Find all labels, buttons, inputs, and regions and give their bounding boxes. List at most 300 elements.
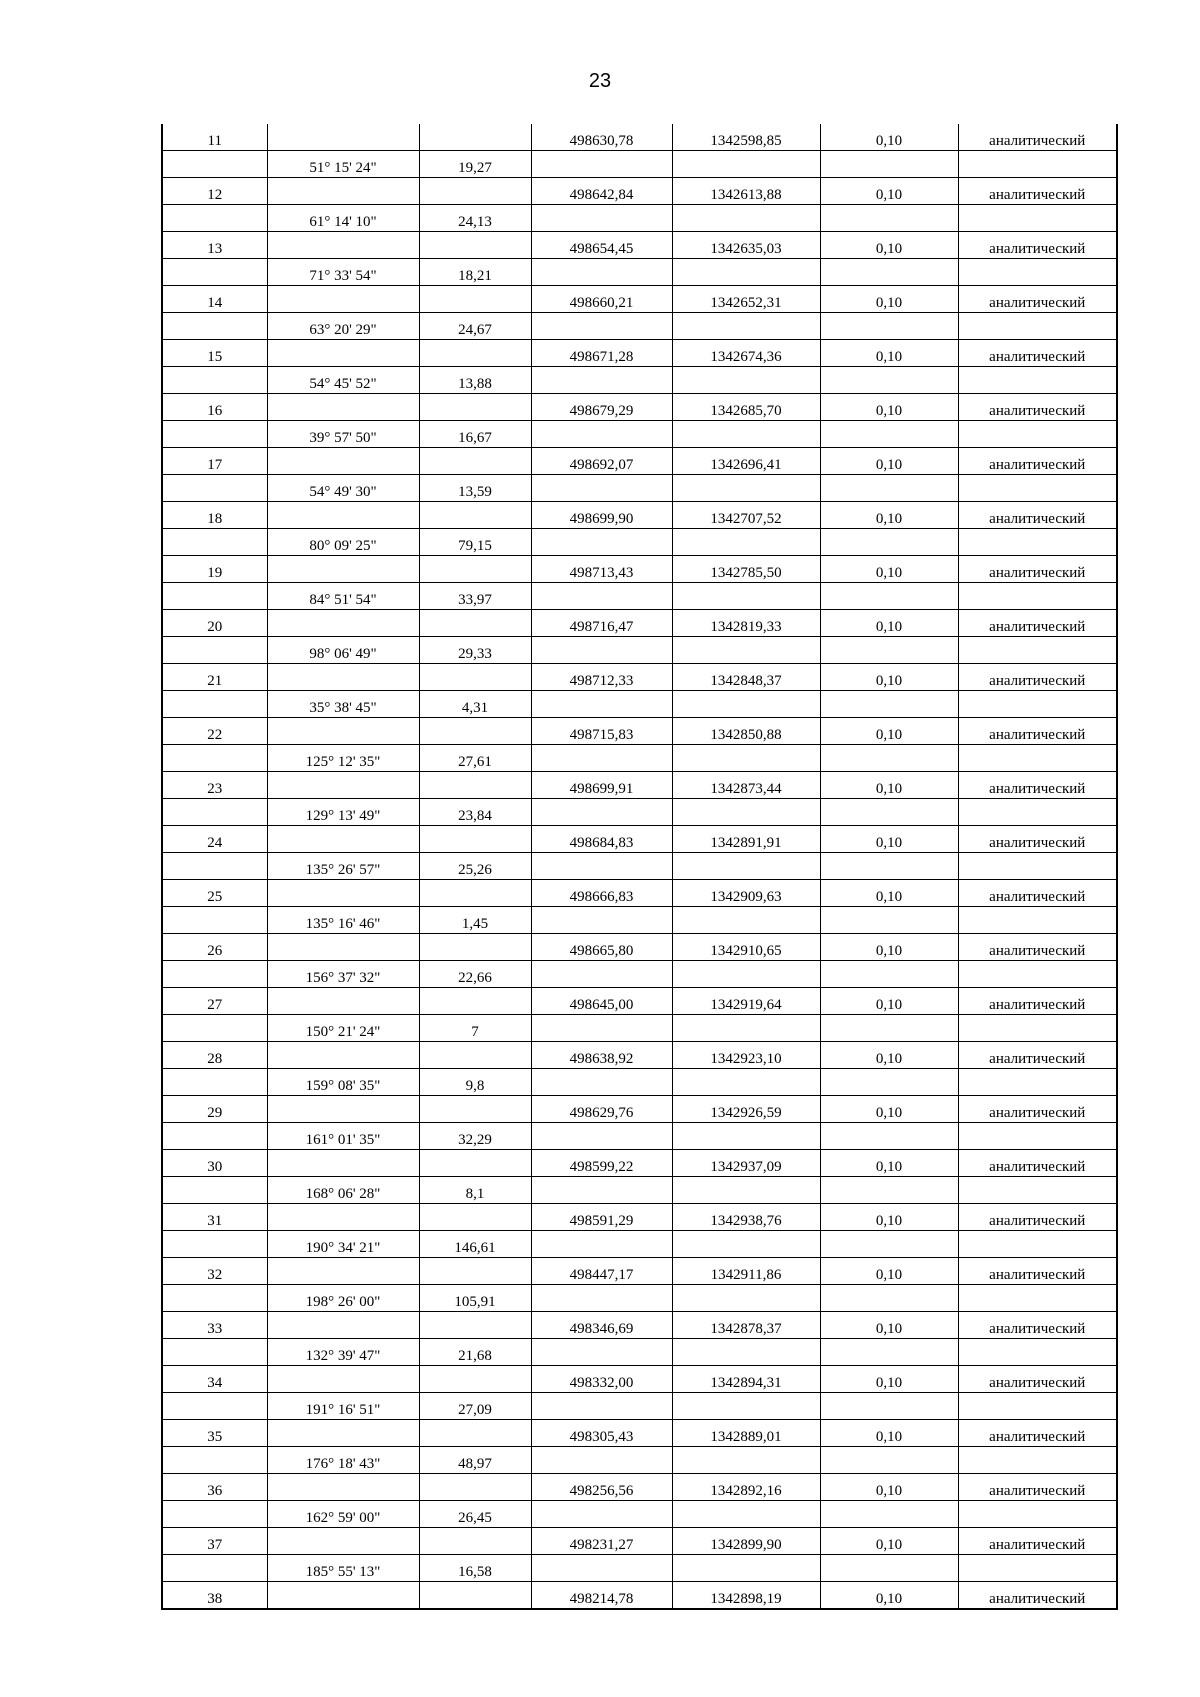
segment-row — [162, 853, 1117, 880]
error-cell: 0,10 — [820, 1042, 958, 1069]
point-number-cell: 14 — [162, 286, 267, 313]
error-cell — [820, 1123, 958, 1150]
method-cell: аналитический — [958, 988, 1117, 1015]
method-cell — [958, 205, 1117, 232]
method-cell — [958, 1501, 1117, 1528]
error-cell — [820, 529, 958, 556]
point-row — [162, 232, 1117, 259]
length-cell: 16,58 — [419, 1555, 531, 1582]
error-cell: 0,10 — [820, 934, 958, 961]
point-row — [162, 448, 1117, 475]
length-cell: 1,45 — [419, 907, 531, 934]
point-number-cell — [162, 799, 267, 826]
angle-cell: 80° 09' 25" — [267, 529, 419, 556]
x-coordinate-cell — [531, 421, 672, 448]
error-cell: 0,10 — [820, 1366, 958, 1393]
method-cell: аналитический — [958, 772, 1117, 799]
point-number-cell — [162, 1123, 267, 1150]
point-number-cell: 17 — [162, 448, 267, 475]
length-cell: 22,66 — [419, 961, 531, 988]
method-cell: аналитический — [958, 340, 1117, 367]
angle-cell: 54° 45' 52" — [267, 367, 419, 394]
error-cell: 0,10 — [820, 1204, 958, 1231]
angle-cell — [267, 1312, 419, 1339]
y-coordinate-cell: 1342894,31 — [672, 1366, 820, 1393]
point-number-cell: 13 — [162, 232, 267, 259]
method-cell — [958, 1339, 1117, 1366]
length-cell — [419, 340, 531, 367]
length-cell: 146,61 — [419, 1231, 531, 1258]
length-cell: 79,15 — [419, 529, 531, 556]
method-cell: аналитический — [958, 1096, 1117, 1123]
point-row — [162, 178, 1117, 205]
x-coordinate-cell: 498332,00 — [531, 1366, 672, 1393]
x-coordinate-cell — [531, 1285, 672, 1312]
error-cell: 0,10 — [820, 1150, 958, 1177]
x-coordinate-cell: 498699,91 — [531, 772, 672, 799]
error-cell: 0,10 — [820, 1258, 958, 1285]
y-coordinate-cell: 1342891,91 — [672, 826, 820, 853]
point-number-cell: 34 — [162, 1366, 267, 1393]
x-coordinate-cell: 498231,27 — [531, 1528, 672, 1555]
length-cell: 32,29 — [419, 1123, 531, 1150]
point-number-cell — [162, 475, 267, 502]
segment-row — [162, 1069, 1117, 1096]
point-number-cell: 19 — [162, 556, 267, 583]
y-coordinate-cell: 1342674,36 — [672, 340, 820, 367]
x-coordinate-cell — [531, 583, 672, 610]
length-cell: 9,8 — [419, 1069, 531, 1096]
length-cell: 13,88 — [419, 367, 531, 394]
point-number-cell: 23 — [162, 772, 267, 799]
y-coordinate-cell: 1342938,76 — [672, 1204, 820, 1231]
angle-cell: 135° 26' 57" — [267, 853, 419, 880]
y-coordinate-cell: 1342889,01 — [672, 1420, 820, 1447]
angle-cell: 159° 08' 35" — [267, 1069, 419, 1096]
length-cell: 19,27 — [419, 151, 531, 178]
method-cell: аналитический — [958, 448, 1117, 475]
length-cell — [419, 718, 531, 745]
x-coordinate-cell — [531, 1069, 672, 1096]
x-coordinate-cell — [531, 1015, 672, 1042]
segment-row — [162, 1501, 1117, 1528]
segment-row — [162, 799, 1117, 826]
method-cell: аналитический — [958, 880, 1117, 907]
angle-cell — [267, 934, 419, 961]
method-cell: аналитический — [958, 1258, 1117, 1285]
y-coordinate-cell — [672, 313, 820, 340]
x-coordinate-cell: 498716,47 — [531, 610, 672, 637]
error-cell: 0,10 — [820, 1420, 958, 1447]
error-cell: 0,10 — [820, 502, 958, 529]
length-cell — [419, 124, 531, 151]
method-cell — [958, 1069, 1117, 1096]
point-number-cell — [162, 421, 267, 448]
method-cell: аналитический — [958, 1204, 1117, 1231]
error-cell: 0,10 — [820, 772, 958, 799]
length-cell — [419, 1366, 531, 1393]
x-coordinate-cell: 498665,80 — [531, 934, 672, 961]
y-coordinate-cell: 1342910,65 — [672, 934, 820, 961]
error-cell — [820, 421, 958, 448]
segment-row — [162, 529, 1117, 556]
method-cell — [958, 799, 1117, 826]
method-cell — [958, 1285, 1117, 1312]
method-cell — [958, 151, 1117, 178]
error-cell: 0,10 — [820, 880, 958, 907]
angle-cell: 35° 38' 45" — [267, 691, 419, 718]
point-number-cell — [162, 259, 267, 286]
angle-cell: 63° 20' 29" — [267, 313, 419, 340]
error-cell — [820, 205, 958, 232]
length-cell: 8,1 — [419, 1177, 531, 1204]
y-coordinate-cell — [672, 1285, 820, 1312]
y-coordinate-cell — [672, 475, 820, 502]
point-number-cell: 21 — [162, 664, 267, 691]
angle-cell: 161° 01' 35" — [267, 1123, 419, 1150]
error-cell: 0,10 — [820, 1096, 958, 1123]
y-coordinate-cell — [672, 1555, 820, 1582]
y-coordinate-cell — [672, 1339, 820, 1366]
length-cell — [419, 1420, 531, 1447]
y-coordinate-cell: 1342635,03 — [672, 232, 820, 259]
method-cell — [958, 637, 1117, 664]
method-cell: аналитический — [958, 1366, 1117, 1393]
segment-row — [162, 1123, 1117, 1150]
angle-cell — [267, 826, 419, 853]
point-number-cell: 36 — [162, 1474, 267, 1501]
segment-row — [162, 205, 1117, 232]
length-cell — [419, 1258, 531, 1285]
method-cell: аналитический — [958, 718, 1117, 745]
coordinates-table — [161, 124, 1118, 1610]
method-cell: аналитический — [958, 1312, 1117, 1339]
y-coordinate-cell — [672, 583, 820, 610]
length-cell: 24,13 — [419, 205, 531, 232]
x-coordinate-cell — [531, 475, 672, 502]
segment-row — [162, 259, 1117, 286]
point-row — [162, 556, 1117, 583]
segment-row — [162, 475, 1117, 502]
error-cell: 0,10 — [820, 1474, 958, 1501]
x-coordinate-cell — [531, 529, 672, 556]
y-coordinate-cell: 1342878,37 — [672, 1312, 820, 1339]
error-cell — [820, 1447, 958, 1474]
point-number-cell — [162, 1231, 267, 1258]
point-row — [162, 934, 1117, 961]
point-row — [162, 718, 1117, 745]
y-coordinate-cell — [672, 367, 820, 394]
x-coordinate-cell — [531, 637, 672, 664]
point-row — [162, 1096, 1117, 1123]
length-cell — [419, 988, 531, 1015]
method-cell — [958, 529, 1117, 556]
error-cell — [820, 367, 958, 394]
x-coordinate-cell — [531, 259, 672, 286]
method-cell — [958, 961, 1117, 988]
x-coordinate-cell — [531, 691, 672, 718]
segment-row — [162, 691, 1117, 718]
point-number-cell: 20 — [162, 610, 267, 637]
method-cell — [958, 1123, 1117, 1150]
y-coordinate-cell: 1342899,90 — [672, 1528, 820, 1555]
point-number-cell — [162, 1555, 267, 1582]
x-coordinate-cell: 498599,22 — [531, 1150, 672, 1177]
method-cell — [958, 475, 1117, 502]
point-number-cell — [162, 367, 267, 394]
x-coordinate-cell: 498671,28 — [531, 340, 672, 367]
method-cell — [958, 691, 1117, 718]
length-cell — [419, 1096, 531, 1123]
segment-row — [162, 583, 1117, 610]
point-row — [162, 880, 1117, 907]
angle-cell: 176° 18' 43" — [267, 1447, 419, 1474]
error-cell: 0,10 — [820, 340, 958, 367]
length-cell — [419, 232, 531, 259]
point-row — [162, 1366, 1117, 1393]
point-number-cell — [162, 151, 267, 178]
y-coordinate-cell — [672, 1123, 820, 1150]
x-coordinate-cell — [531, 1393, 672, 1420]
error-cell: 0,10 — [820, 394, 958, 421]
angle-cell: 132° 39' 47" — [267, 1339, 419, 1366]
method-cell — [958, 421, 1117, 448]
angle-cell — [267, 1150, 419, 1177]
angle-cell: 191° 16' 51" — [267, 1393, 419, 1420]
error-cell: 0,10 — [820, 124, 958, 151]
point-number-cell: 18 — [162, 502, 267, 529]
y-coordinate-cell: 1342707,52 — [672, 502, 820, 529]
point-number-cell — [162, 961, 267, 988]
segment-row — [162, 1177, 1117, 1204]
error-cell — [820, 1015, 958, 1042]
method-cell: аналитический — [958, 394, 1117, 421]
error-cell — [820, 1393, 958, 1420]
length-cell — [419, 556, 531, 583]
point-number-cell: 38 — [162, 1582, 267, 1610]
segment-row — [162, 421, 1117, 448]
angle-cell: 150° 21' 24" — [267, 1015, 419, 1042]
segment-row — [162, 1285, 1117, 1312]
angle-cell: 54° 49' 30" — [267, 475, 419, 502]
point-row — [162, 772, 1117, 799]
angle-cell: 198° 26' 00" — [267, 1285, 419, 1312]
y-coordinate-cell — [672, 1177, 820, 1204]
error-cell — [820, 745, 958, 772]
point-number-cell: 29 — [162, 1096, 267, 1123]
segment-row — [162, 1555, 1117, 1582]
method-cell — [958, 745, 1117, 772]
point-row — [162, 502, 1117, 529]
length-cell: 23,84 — [419, 799, 531, 826]
x-coordinate-cell — [531, 745, 672, 772]
method-cell — [958, 1231, 1117, 1258]
point-number-cell: 26 — [162, 934, 267, 961]
method-cell — [958, 853, 1117, 880]
x-coordinate-cell: 498305,43 — [531, 1420, 672, 1447]
x-coordinate-cell — [531, 1177, 672, 1204]
angle-cell — [267, 448, 419, 475]
method-cell — [958, 907, 1117, 934]
y-coordinate-cell: 1342850,88 — [672, 718, 820, 745]
y-coordinate-cell — [672, 637, 820, 664]
point-row — [162, 1312, 1117, 1339]
point-row — [162, 1528, 1117, 1555]
point-row — [162, 1204, 1117, 1231]
angle-cell — [267, 1096, 419, 1123]
x-coordinate-cell — [531, 1339, 672, 1366]
x-coordinate-cell: 498346,69 — [531, 1312, 672, 1339]
error-cell — [820, 907, 958, 934]
point-number-cell — [162, 1393, 267, 1420]
error-cell: 0,10 — [820, 1528, 958, 1555]
length-cell: 33,97 — [419, 583, 531, 610]
point-row — [162, 1042, 1117, 1069]
point-number-cell — [162, 1177, 267, 1204]
x-coordinate-cell: 498256,56 — [531, 1474, 672, 1501]
y-coordinate-cell — [672, 1069, 820, 1096]
point-row — [162, 1420, 1117, 1447]
angle-cell — [267, 610, 419, 637]
angle-cell: 71° 33' 54" — [267, 259, 419, 286]
x-coordinate-cell: 498645,00 — [531, 988, 672, 1015]
length-cell: 13,59 — [419, 475, 531, 502]
x-coordinate-cell — [531, 1501, 672, 1528]
y-coordinate-cell: 1342598,85 — [672, 124, 820, 151]
error-cell: 0,10 — [820, 1582, 958, 1610]
y-coordinate-cell — [672, 1015, 820, 1042]
error-cell — [820, 637, 958, 664]
point-number-cell: 16 — [162, 394, 267, 421]
angle-cell — [267, 1582, 419, 1610]
x-coordinate-cell: 498654,45 — [531, 232, 672, 259]
point-number-cell: 24 — [162, 826, 267, 853]
x-coordinate-cell: 498715,83 — [531, 718, 672, 745]
point-row — [162, 1258, 1117, 1285]
y-coordinate-cell: 1342873,44 — [672, 772, 820, 799]
x-coordinate-cell: 498214,78 — [531, 1582, 672, 1610]
y-coordinate-cell — [672, 1501, 820, 1528]
segment-row — [162, 1231, 1117, 1258]
error-cell — [820, 1285, 958, 1312]
angle-cell — [267, 1528, 419, 1555]
x-coordinate-cell — [531, 1555, 672, 1582]
x-coordinate-cell: 498666,83 — [531, 880, 672, 907]
length-cell: 21,68 — [419, 1339, 531, 1366]
point-row — [162, 394, 1117, 421]
angle-cell — [267, 286, 419, 313]
y-coordinate-cell — [672, 907, 820, 934]
method-cell: аналитический — [958, 232, 1117, 259]
y-coordinate-cell — [672, 853, 820, 880]
x-coordinate-cell: 498660,21 — [531, 286, 672, 313]
x-coordinate-cell — [531, 313, 672, 340]
point-number-cell — [162, 1339, 267, 1366]
point-number-cell: 27 — [162, 988, 267, 1015]
angle-cell — [267, 502, 419, 529]
y-coordinate-cell: 1342652,31 — [672, 286, 820, 313]
point-number-cell: 28 — [162, 1042, 267, 1069]
point-number-cell — [162, 745, 267, 772]
angle-cell: 98° 06' 49" — [267, 637, 419, 664]
length-cell — [419, 1474, 531, 1501]
angle-cell — [267, 556, 419, 583]
angle-cell — [267, 1474, 419, 1501]
length-cell: 16,67 — [419, 421, 531, 448]
method-cell: аналитический — [958, 1150, 1117, 1177]
length-cell — [419, 880, 531, 907]
angle-cell: 84° 51' 54" — [267, 583, 419, 610]
point-number-cell — [162, 1285, 267, 1312]
method-cell: аналитический — [958, 1042, 1117, 1069]
point-number-cell — [162, 637, 267, 664]
y-coordinate-cell: 1342937,09 — [672, 1150, 820, 1177]
error-cell — [820, 1501, 958, 1528]
x-coordinate-cell: 498447,17 — [531, 1258, 672, 1285]
error-cell — [820, 475, 958, 502]
y-coordinate-cell — [672, 529, 820, 556]
method-cell: аналитический — [958, 826, 1117, 853]
angle-cell — [267, 124, 419, 151]
method-cell: аналитический — [958, 178, 1117, 205]
method-cell: аналитический — [958, 556, 1117, 583]
point-number-cell: 25 — [162, 880, 267, 907]
x-coordinate-cell: 498692,07 — [531, 448, 672, 475]
length-cell: 29,33 — [419, 637, 531, 664]
error-cell: 0,10 — [820, 718, 958, 745]
angle-cell — [267, 1420, 419, 1447]
error-cell — [820, 1339, 958, 1366]
method-cell: аналитический — [958, 502, 1117, 529]
method-cell: аналитический — [958, 664, 1117, 691]
error-cell — [820, 583, 958, 610]
x-coordinate-cell: 498713,43 — [531, 556, 672, 583]
length-cell — [419, 448, 531, 475]
y-coordinate-cell — [672, 151, 820, 178]
x-coordinate-cell — [531, 1447, 672, 1474]
error-cell — [820, 1231, 958, 1258]
point-row — [162, 610, 1117, 637]
x-coordinate-cell — [531, 1123, 672, 1150]
page-number: 23 — [588, 70, 612, 92]
segment-row — [162, 313, 1117, 340]
length-cell — [419, 394, 531, 421]
x-coordinate-cell — [531, 1231, 672, 1258]
error-cell: 0,10 — [820, 988, 958, 1015]
length-cell — [419, 286, 531, 313]
method-cell — [958, 367, 1117, 394]
length-cell: 7 — [419, 1015, 531, 1042]
table-body — [162, 124, 1117, 1609]
y-coordinate-cell — [672, 205, 820, 232]
point-number-cell — [162, 313, 267, 340]
y-coordinate-cell — [672, 1393, 820, 1420]
method-cell — [958, 1177, 1117, 1204]
y-coordinate-cell: 1342898,19 — [672, 1582, 820, 1610]
error-cell — [820, 1177, 958, 1204]
angle-cell: 156° 37' 32" — [267, 961, 419, 988]
point-row — [162, 286, 1117, 313]
length-cell: 25,26 — [419, 853, 531, 880]
y-coordinate-cell: 1342785,50 — [672, 556, 820, 583]
length-cell: 4,31 — [419, 691, 531, 718]
point-row — [162, 340, 1117, 367]
angle-cell — [267, 988, 419, 1015]
angle-cell — [267, 1258, 419, 1285]
angle-cell: 61° 14' 10" — [267, 205, 419, 232]
point-row — [162, 826, 1117, 853]
x-coordinate-cell: 498591,29 — [531, 1204, 672, 1231]
